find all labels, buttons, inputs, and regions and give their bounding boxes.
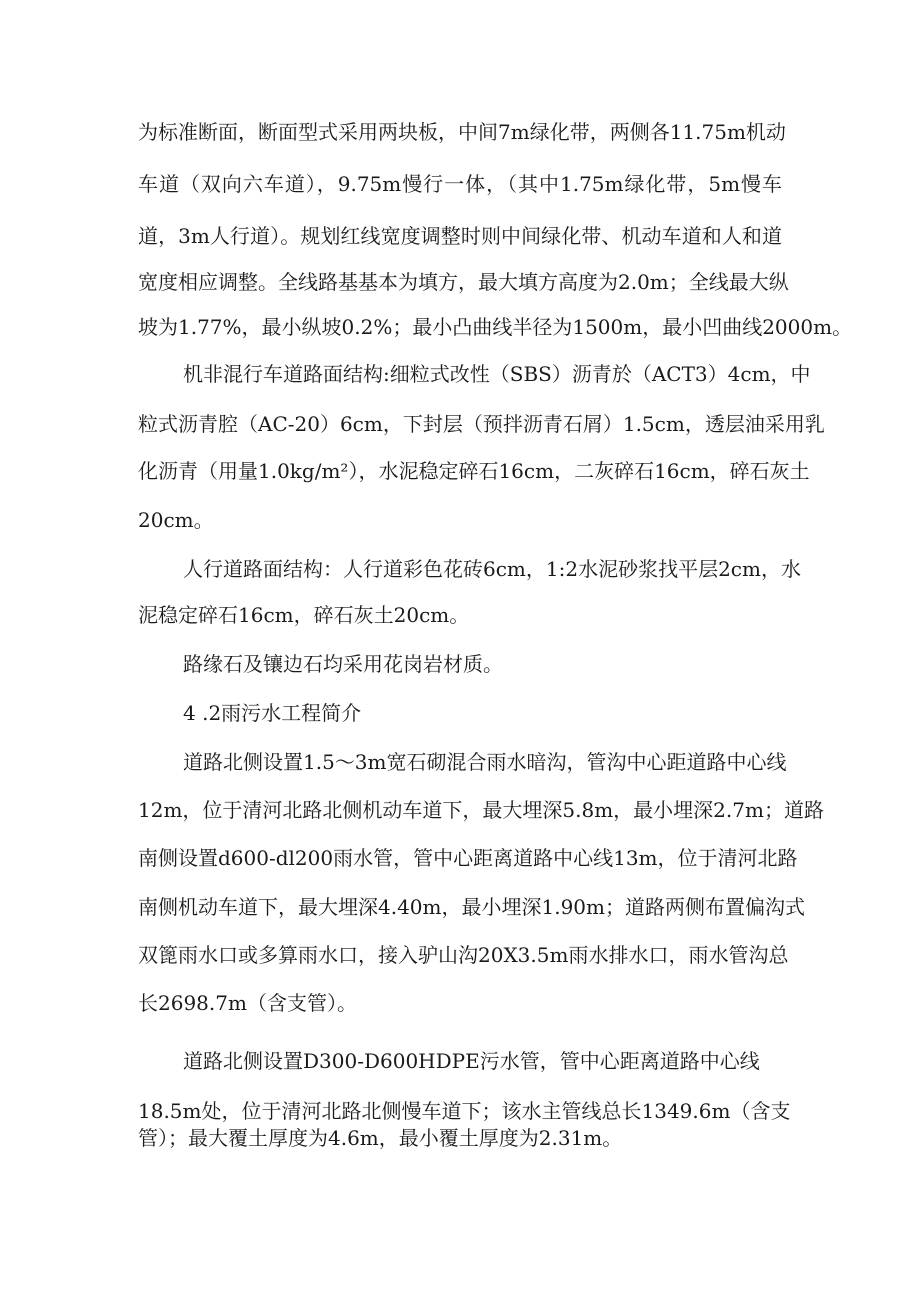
paragraph-sewage-line: 管）；最大覆土厚度为4.6m，最小覆土厚度为2.31m。 bbox=[138, 1126, 623, 1150]
paragraph-mixed-lane-line: 机非混行车道路面结构:细粒式改性（SBS）沥青於（ACT3）4cm，中 bbox=[183, 362, 811, 386]
paragraph-sewage-line: 18.5m处，位于清河北路北侧慢车道下；该水主管线总长1349.6m（含支 bbox=[138, 1099, 791, 1123]
paragraph-rainwater-line: 道路北侧设置1.5～3m宽石砌混合雨水暗沟，管沟中心距道路中心线 bbox=[183, 750, 787, 774]
paragraph-road-section-line: 道，3m人行道）。规划红线宽度调整时则中间绿化带、机动车道和人和道 bbox=[138, 224, 782, 248]
paragraph-mixed-lane-line: 化沥青（用量1.0kg/m²），水泥稳定碎石16cm，二灰碎石16cm，碎石灰土 bbox=[138, 459, 810, 483]
paragraph-sidewalk-line: 人行道路面结构：人行道彩色花砖6cm，1:2水泥砂浆找平层2cm，水 bbox=[183, 557, 801, 581]
paragraph-sidewalk-line: 泥稳定碎石16cm，碎石灰土20cm。 bbox=[138, 603, 470, 627]
paragraph-mixed-lane-line: 粒式沥青腔（AC-20）6cm，下封层（预拌沥青石屑）1.5cm，透层油采用乳 bbox=[138, 412, 825, 436]
paragraph-road-section-line: 车道（双向六车道），9.75m慢行一体，（其中1.75m绿化带，5m慢车 bbox=[138, 172, 782, 196]
section-heading: 4 .2雨污水工程简介 bbox=[183, 701, 362, 725]
paragraph-road-section-line: 宽度相应调整。全线路基基本为填方，最大填方高度为2.0m；全线最大纵 bbox=[138, 270, 789, 294]
paragraph-road-section-line: 为标准断面，断面型式采用两块板，中间7m绿化带，两侧各11.75m机动 bbox=[138, 120, 786, 144]
paragraph-rainwater-line: 长2698.7m（含支管）。 bbox=[138, 991, 357, 1015]
paragraph-rainwater-line: 南侧设置d600-dl200雨水管，管中心距离道路中心线13m，位于清河北路 bbox=[138, 846, 798, 870]
paragraph-road-section-line: 坡为1.77%，最小纵坡0.2%；最小凸曲线半径为1500m，最小凹曲线2000m。 bbox=[138, 315, 853, 339]
paragraph-rainwater-line: 南侧机动车道下，最大埋深4.40m，最小埋深1.90m；道路两侧布置偏沟式 bbox=[138, 895, 805, 919]
paragraph-sewage-line: 道路北侧设置D300-D600HDPE污水管，管中心距离道路中心线 bbox=[183, 1049, 760, 1073]
paragraph-rainwater-line: 12m，位于清河北路北侧机动车道下，最大埋深5.8m，最小埋深2.7m；道路 bbox=[138, 798, 824, 822]
paragraph-curb-stone: 路缘石及镶边石均采用花岗岩材质。 bbox=[183, 652, 503, 676]
paragraph-mixed-lane-line: 20cm。 bbox=[138, 508, 214, 532]
paragraph-rainwater-line: 双篦雨水口或多算雨水口，接入驴山沟20X3.5m雨水排水口，雨水管沟总 bbox=[138, 943, 789, 967]
